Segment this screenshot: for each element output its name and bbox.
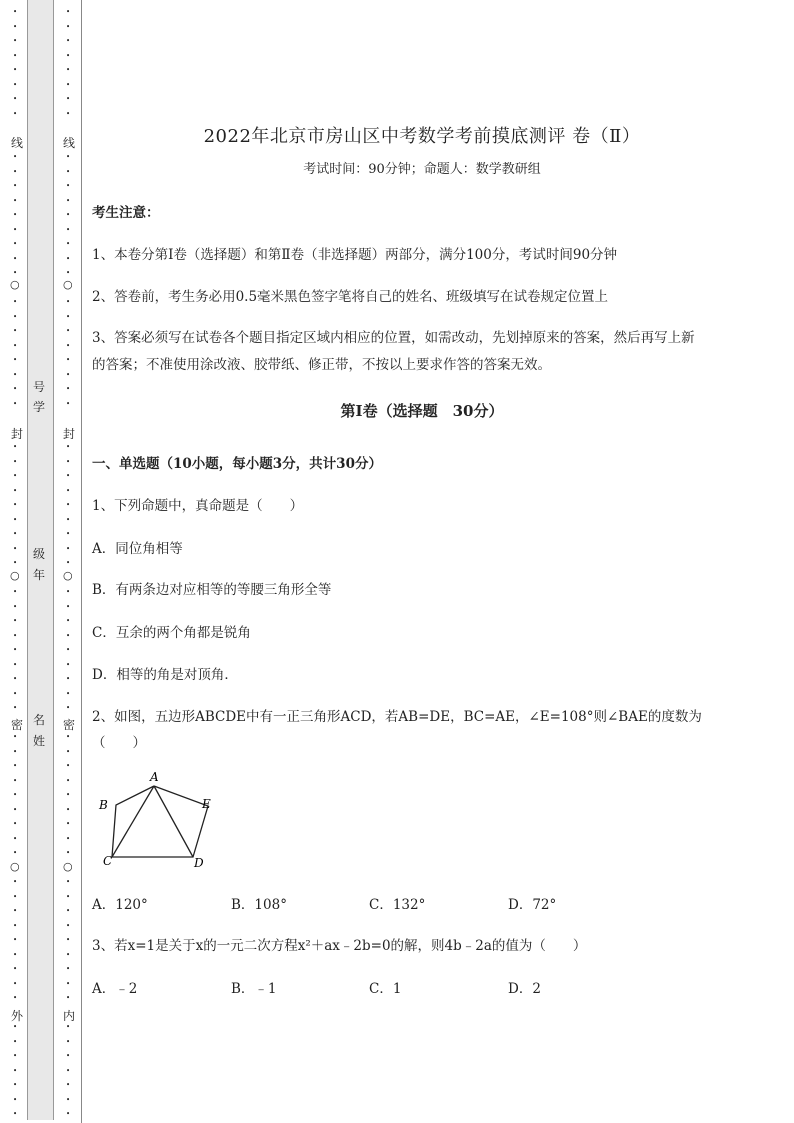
notice-item-1: 1、本卷分第Ⅰ卷（选择题）和第Ⅱ卷（非选择题）两部分，满分100分，考试时间90分钟 — [92, 247, 618, 263]
notice-item-3: 3、答案必须写在试卷各个题目指定区域内相应的位置，如需改动，先划掉原来的答案，然后再写上新 — [92, 330, 695, 346]
margin-dot: • — [66, 544, 71, 553]
margin-dot: • — [13, 51, 18, 60]
margin-dot: • — [13, 167, 18, 176]
margin-dot: • — [66, 1081, 71, 1089]
margin-dot: • — [66, 834, 71, 843]
margin-rule — [81, 0, 82, 1123]
margin-dot: • — [66, 51, 71, 60]
margin-dot: • — [13, 907, 18, 915]
margin-circle-icon: ○ — [10, 278, 20, 291]
margin-dot: • — [66, 602, 71, 611]
margin-dot: • — [66, 907, 71, 915]
q1-option-d: D．相等的角是对顶角． — [92, 667, 238, 683]
margin-dot: • — [66, 660, 71, 669]
margin-dot: • — [13, 327, 18, 335]
margin-dot: • — [13, 675, 18, 683]
margin-circle-icon: ○ — [10, 569, 20, 582]
strip-label-hao: 号 — [33, 380, 46, 394]
margin-dot: • — [13, 747, 18, 756]
margin-dot: • — [66, 457, 71, 466]
margin-dot: • — [66, 733, 71, 741]
margin-dot: • — [13, 776, 18, 785]
margin-dot: • — [66, 515, 71, 524]
figure-label-e: E — [202, 797, 211, 811]
q3-option-b: B．﹣1 — [231, 981, 277, 997]
margin-dot: • — [66, 921, 71, 930]
margin-dot: • — [66, 1037, 71, 1046]
margin-dot: • — [13, 515, 18, 524]
margin-dot: • — [13, 1081, 18, 1089]
page-title: 2022年北京市房山区中考数学考前摸底测评 卷（Ⅱ） — [203, 126, 641, 147]
margin-dot: • — [13, 1023, 18, 1031]
margin-dot: • — [13, 1110, 18, 1118]
margin-dot: • — [66, 312, 71, 321]
part-heading: 一、单选题（10小题，每小题3分，共计30分） — [92, 456, 382, 472]
margin-dot: • — [66, 109, 71, 118]
q1-option-a: A．同位角相等 — [92, 541, 183, 557]
margin-dot: • — [13, 704, 18, 712]
margin-dot: • — [66, 965, 71, 973]
margin-dot: • — [66, 472, 71, 480]
notice-heading: 考生注意： — [92, 205, 160, 221]
margin-dot: • — [66, 1066, 71, 1075]
margin-dot: • — [66, 66, 71, 74]
margin-dot: • — [13, 791, 18, 799]
margin-dot: • — [13, 1037, 18, 1046]
margin-dot: • — [13, 385, 18, 393]
margin-dot: • — [66, 892, 71, 901]
margin-dot: • — [13, 37, 18, 45]
margin-dot: • — [13, 240, 18, 248]
margin-circle-icon: ○ — [10, 860, 20, 873]
q3-option-c: C．1 — [369, 981, 402, 997]
margin-dot: • — [13, 1095, 18, 1104]
section-title: 第Ⅰ卷（选择题 30分） — [340, 402, 504, 420]
margin-dot: • — [66, 820, 71, 828]
margin-dot: • — [13, 660, 18, 669]
margin-dot: • — [13, 312, 18, 321]
margin-dot: • — [66, 1110, 71, 1118]
margin-dot: • — [66, 588, 71, 596]
margin-dot: • — [66, 747, 71, 756]
margin-dot: • — [13, 530, 18, 538]
margin-dot: • — [66, 95, 71, 103]
margin-label-nei-inner: 内 — [63, 1009, 76, 1023]
q2-option-d: D．72° — [508, 897, 557, 913]
margin-dot: • — [66, 791, 71, 799]
margin-dot: • — [66, 878, 71, 886]
margin-dot: • — [13, 298, 18, 306]
margin-dot: • — [66, 37, 71, 45]
margin-dot: • — [13, 8, 18, 16]
strip-label-ji: 级 — [33, 547, 46, 561]
margin-circle-icon: ○ — [63, 860, 73, 873]
notice-item-2: 2、答卷前，考生务必用0.5毫米黑色签字笔将自己的姓名、班级填写在试卷规定位置上 — [92, 289, 609, 305]
margin-dot: • — [66, 370, 71, 379]
margin-dot: • — [66, 559, 71, 567]
margin-dot: • — [13, 805, 18, 814]
margin-dot: • — [66, 936, 71, 944]
margin-dot: • — [13, 196, 18, 205]
strip-label-xue: 学 — [33, 400, 46, 414]
margin-dot: • — [13, 631, 18, 640]
strip-label-xing: 姓 — [33, 734, 46, 748]
margin-dot: • — [13, 617, 18, 625]
margin-dot: • — [13, 602, 18, 611]
margin-dot: • — [13, 269, 18, 277]
margin-dot: • — [13, 109, 18, 118]
triangle-side-ad — [154, 786, 193, 857]
margin-label-xian-inner: 线 — [63, 136, 76, 150]
q2-option-b: B．108° — [231, 897, 287, 913]
notice-item-3-cont: 的答案；不准使用涂改液、胶带纸、修正带，不按以上要求作答的答案无效。 — [92, 357, 551, 373]
margin-dot: • — [66, 341, 71, 350]
page-subtitle: 考试时间：90分钟；命题人：数学教研组 — [303, 162, 541, 177]
q3-option-d: D．2 — [508, 981, 541, 997]
margin-dot: • — [13, 80, 18, 89]
margin-dot: • — [13, 979, 18, 988]
margin-dot: • — [13, 254, 18, 263]
margin-dot: • — [66, 617, 71, 625]
margin-dot: • — [66, 675, 71, 683]
q1-option-b: B．有两条边对应相等的等腰三角形全等 — [92, 582, 332, 598]
figure-label-c: C — [103, 854, 113, 868]
margin-dot: • — [66, 1023, 71, 1031]
margin-dot: • — [13, 182, 18, 190]
margin-dot: • — [13, 225, 18, 234]
margin-label-mi: 密 — [11, 718, 24, 732]
margin-circle-icon: ○ — [63, 569, 73, 582]
margin-dot: • — [66, 240, 71, 248]
margin-dot: • — [13, 559, 18, 567]
margin-dot: • — [13, 834, 18, 843]
margin-dot: • — [13, 936, 18, 944]
margin-dot: • — [66, 646, 71, 654]
margin-dot: • — [13, 95, 18, 103]
figure-label-d: D — [194, 856, 204, 870]
margin-dot: • — [66, 298, 71, 306]
margin-dot: • — [13, 356, 18, 364]
margin-dot: • — [66, 80, 71, 89]
pentagon-figure — [96, 768, 226, 873]
margin-dot: • — [66, 1095, 71, 1104]
margin-dot: • — [66, 254, 71, 263]
margin-dot: • — [13, 443, 18, 451]
margin-dot: • — [66, 805, 71, 814]
q1-stem: 1、下列命题中，真命题是（ ） — [92, 498, 304, 514]
margin-dot: • — [66, 356, 71, 364]
margin-dot: • — [66, 950, 71, 959]
margin-dot: • — [13, 22, 18, 31]
margin-label-wai: 外 — [11, 1009, 24, 1023]
q2-option-c: C．132° — [369, 897, 426, 913]
margin-dot: • — [66, 22, 71, 31]
figure-label-a: A — [150, 770, 159, 784]
margin-dot: • — [13, 689, 18, 698]
margin-dot: • — [66, 225, 71, 234]
margin-dot: • — [66, 327, 71, 335]
margin-dot: • — [66, 979, 71, 988]
margin-dot: • — [66, 631, 71, 640]
margin-dot: • — [13, 486, 18, 495]
strip-label-nian: 年 — [33, 568, 46, 582]
margin-dot: • — [13, 921, 18, 930]
margin-dot: • — [13, 733, 18, 741]
margin-dot: • — [13, 1052, 18, 1060]
margin-dot: • — [13, 66, 18, 74]
q2-stem-cont: （ ） — [92, 735, 146, 751]
margin-dot: • — [13, 341, 18, 350]
margin-dot: • — [66, 8, 71, 16]
margin-dot: • — [13, 370, 18, 379]
q2-option-a: A．120° — [92, 897, 148, 913]
strip-label-ming: 名 — [33, 713, 46, 727]
margin-dot: • — [13, 501, 18, 509]
margin-dot: • — [13, 820, 18, 828]
margin-label-feng: 封 — [11, 427, 24, 441]
margin-label-feng-inner: 封 — [63, 427, 76, 441]
margin-dot: • — [66, 704, 71, 712]
margin-dot: • — [13, 849, 18, 857]
margin-dot: • — [13, 153, 18, 161]
q3-stem: 3、若x=1是关于x的一元二次方程x²＋ax﹣2b=0的解，则4b﹣2a的值为（ ） — [92, 938, 587, 954]
q2-stem: 2、如图，五边形ABCDE中有一正三角形ACD，若AB=DE，BC=AE，∠E=108°则∠BAE的度数为 — [92, 709, 702, 725]
q1-option-c: C．互余的两个角都是锐角 — [92, 625, 251, 641]
margin-dot: • — [66, 849, 71, 857]
margin-dot: • — [13, 646, 18, 654]
margin-dot: • — [13, 457, 18, 466]
margin-dot: • — [66, 153, 71, 161]
margin-dot: • — [66, 994, 71, 1002]
margin-dot: • — [66, 689, 71, 698]
q3-option-a: A．﹣2 — [92, 981, 138, 997]
margin-dot: • — [13, 965, 18, 973]
figure-label-b: B — [99, 798, 108, 812]
margin-dot: • — [66, 1052, 71, 1060]
margin-dot: • — [13, 588, 18, 596]
margin-dot: • — [13, 472, 18, 480]
margin-label-mi-inner: 密 — [63, 718, 76, 732]
margin-dot: • — [66, 385, 71, 393]
margin-label-xian: 线 — [11, 136, 24, 150]
margin-dot: • — [66, 776, 71, 785]
margin-dot: • — [66, 196, 71, 205]
margin-dot: • — [13, 892, 18, 901]
margin-dot: • — [13, 878, 18, 886]
margin-dot: • — [13, 950, 18, 959]
margin-dot: • — [13, 994, 18, 1002]
margin-dot: • — [66, 443, 71, 451]
margin-dot: • — [13, 762, 18, 770]
margin-dot: • — [66, 530, 71, 538]
margin-dot: • — [66, 211, 71, 219]
margin-dot: • — [66, 182, 71, 190]
margin-dot: • — [66, 167, 71, 176]
margin-dot: • — [66, 269, 71, 277]
margin-dot: • — [13, 399, 18, 408]
margin-dot: • — [66, 399, 71, 408]
margin-dot: • — [66, 762, 71, 770]
margin-dot: • — [13, 544, 18, 553]
margin-dot: • — [66, 486, 71, 495]
margin-circle-icon: ○ — [63, 278, 73, 291]
margin-dot: • — [66, 501, 71, 509]
margin-dot: • — [13, 1066, 18, 1075]
margin-dot: • — [13, 211, 18, 219]
